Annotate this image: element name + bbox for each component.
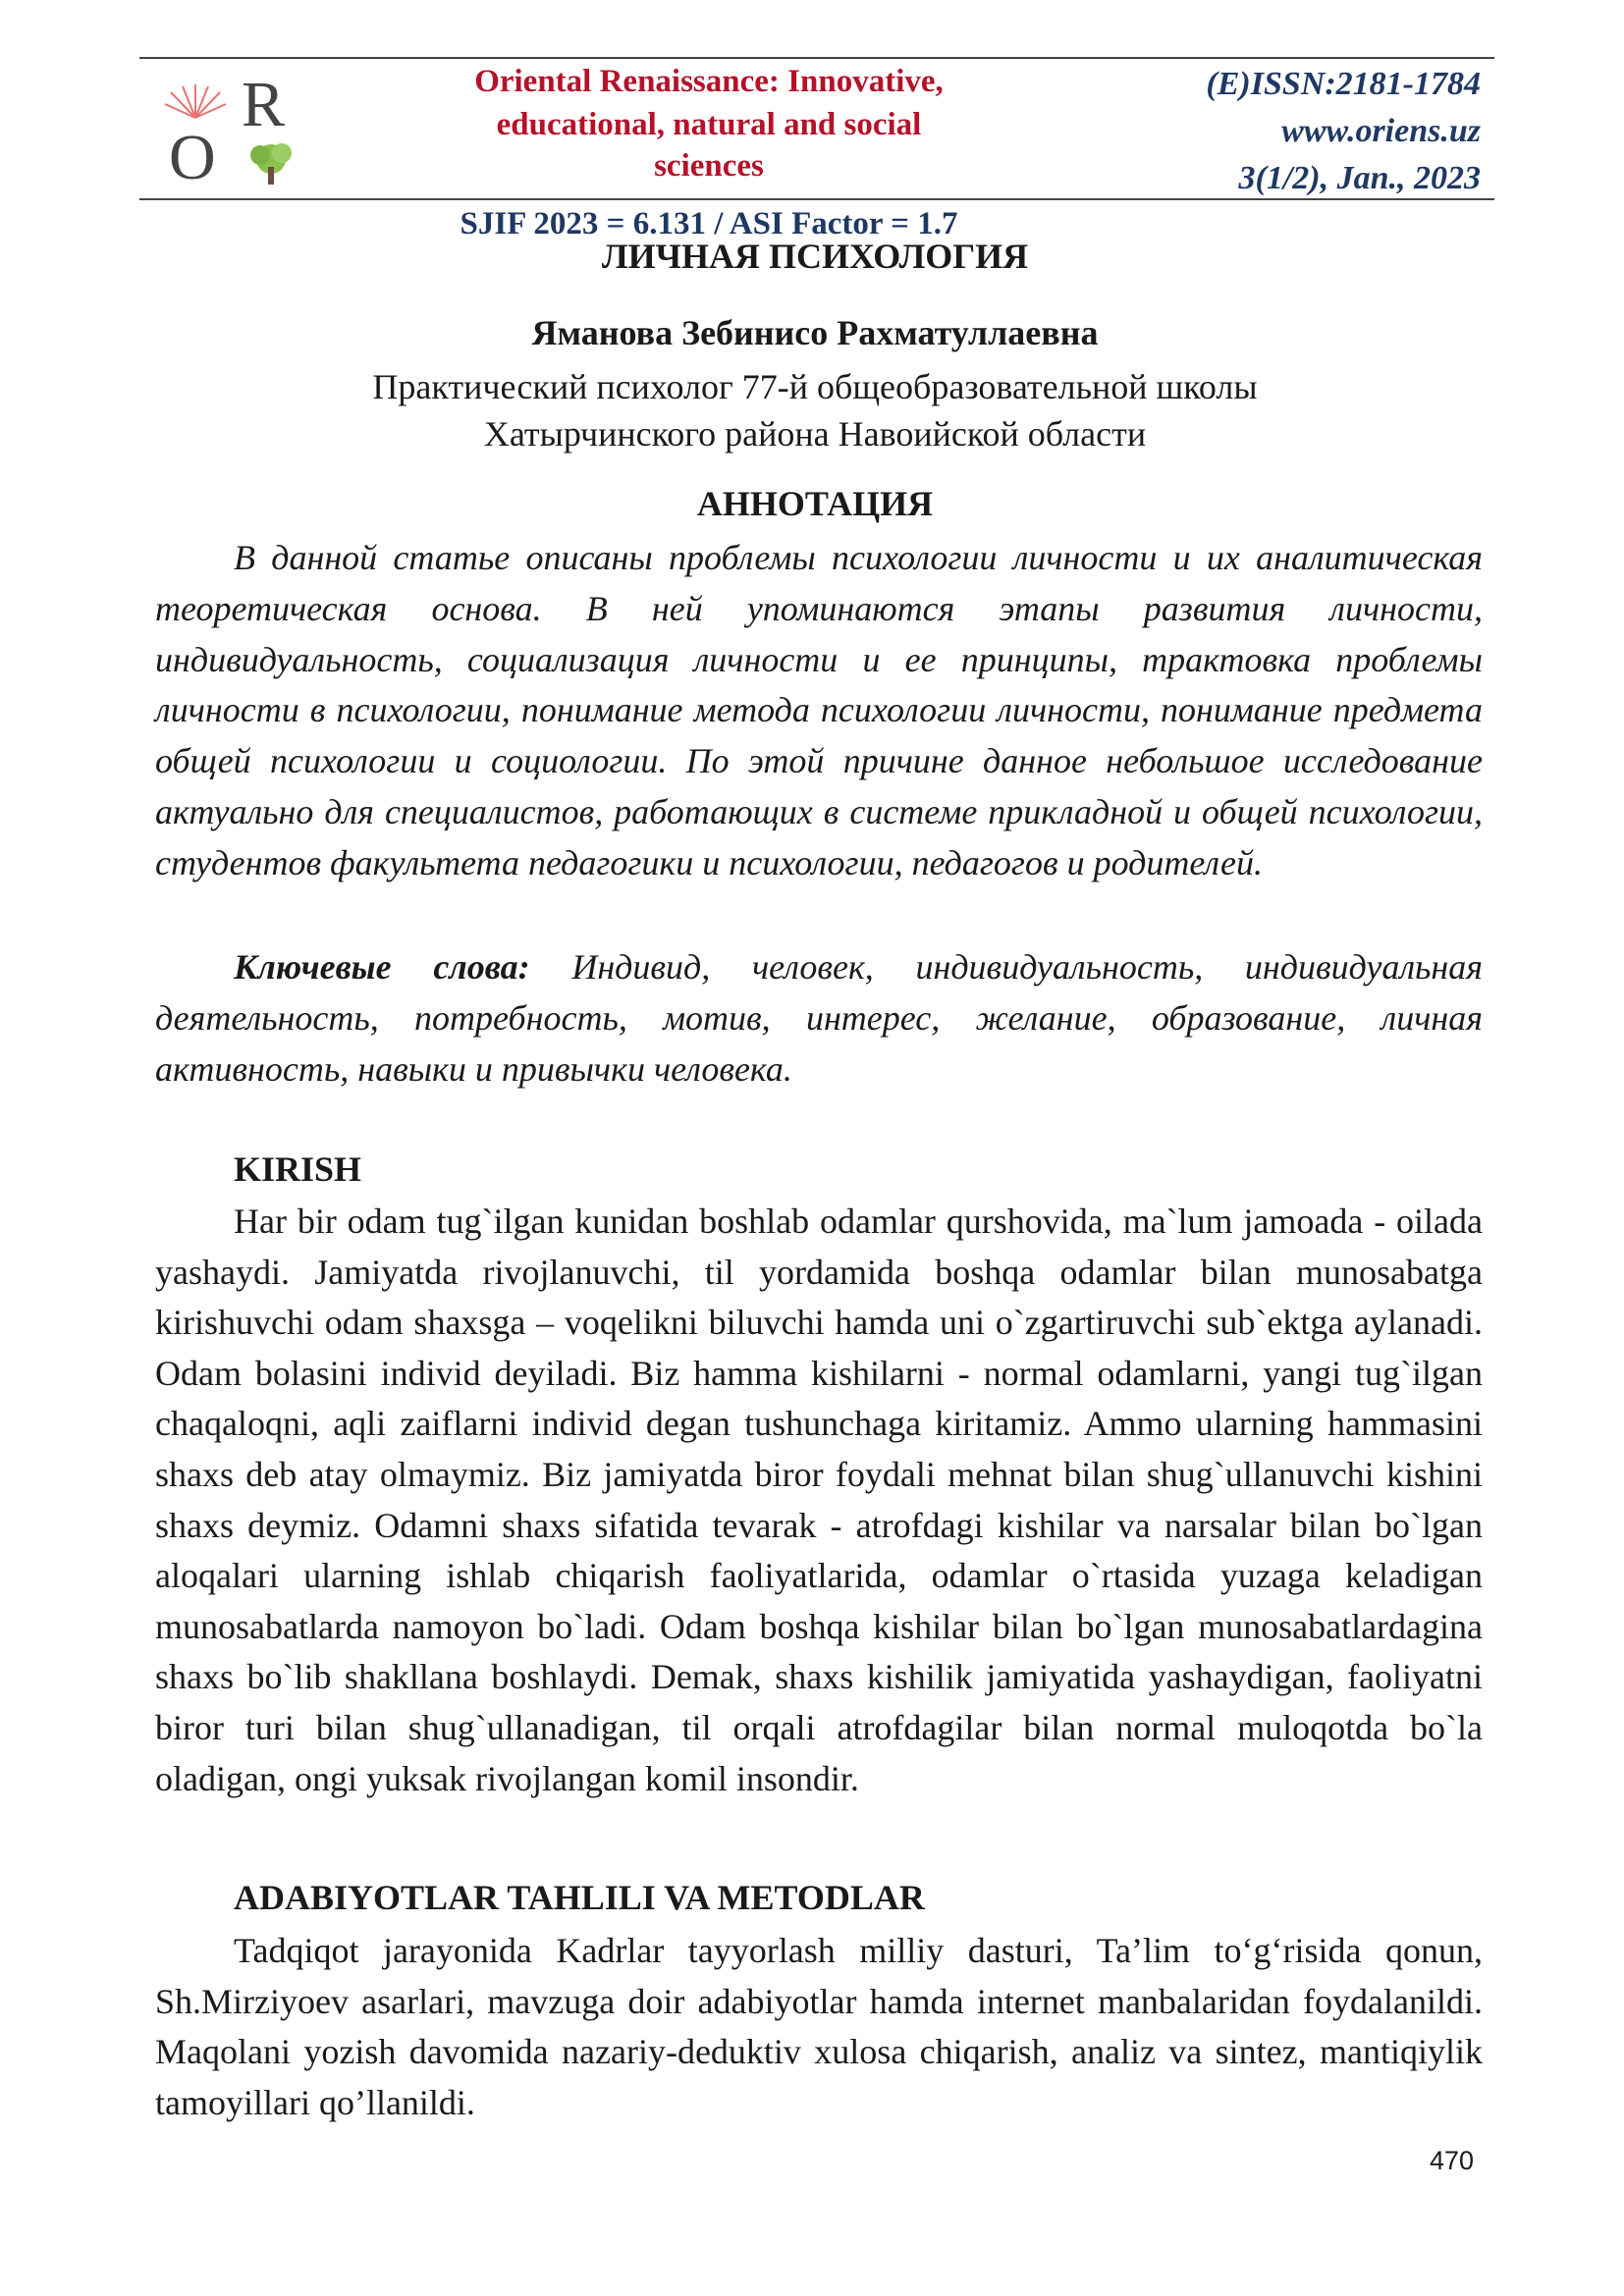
keywords-label: Ключевые слова: xyxy=(234,947,530,987)
article-title: ЛИЧНАЯ ПСИХОЛОГИЯ xyxy=(601,237,1029,276)
keywords xyxy=(155,942,1483,1095)
journal-name-line2: educational, natural and social sciences xyxy=(496,107,922,184)
journal-meta xyxy=(1206,61,1481,202)
author-name: Яманова Зебинисо Рахматуллаевна xyxy=(531,313,1099,352)
paragraph: Tadqiqot jarayonida Kadrlar tayyorlash milliy dasturi, Ta’lim to‘g‘risida qonun, Sh.Mirziyoev asarlari, mavzuga doir adabiyotlar hamda internet manbalaridan foydalanildi. Maqolani yozish davomida nazariy-deduktiv xulosa chiqarish, analiz va sintez, mantiqiylik tamoyillari qo’llanildi. xyxy=(155,1931,1483,2122)
impact-factor: SJIF 2023 = 6.131 / ASI Factor = 1.7 xyxy=(460,206,958,241)
journal-header xyxy=(139,57,1494,241)
issn: (E)ISSN:2181-1784 xyxy=(1206,66,1481,102)
keywords-text: Индивид, человек, индивидуальность, индивидуальная деятельность, потребность, мотив, интерес, желание, образование, личная активность, навыки и привычки человека. xyxy=(155,947,1484,1089)
abstract xyxy=(155,533,1483,889)
journal-title-block xyxy=(454,59,964,243)
website-link[interactable]: www.oriens.uz xyxy=(1281,113,1481,149)
logo-letter-r: R xyxy=(242,69,286,140)
author-affiliation xyxy=(147,363,1483,457)
abstract-text: В данной статье описаны проблемы психологии личности и их аналитическая теоретическая основа. В ней упоминаются этапы развития личности, индивидуальность, социализация личности и ее принципы, трактовка проблемы личности в психологии, понимание метода психологии личности, понимание предмета общей психологии и социологии. По этой причине данное небольшое исследование актуально для специалистов, работающих в системе прикладной и общей психологии, студентов факультета педагогики и психологии, педагогов и родителей. xyxy=(155,538,1483,882)
affiliation-line: Практический психолог 77-й общеобразовательной школы xyxy=(372,367,1258,406)
logo-letter-o-left: O xyxy=(169,122,216,193)
issue-info: 3(1/2), Jan., 2023 xyxy=(1238,160,1481,196)
section-methods xyxy=(155,1926,1483,2128)
page-number: 470 xyxy=(1430,2146,1475,2175)
paragraph: Har bir odam tug`ilgan kunidan boshlab odamlar qurshovida, ma`lum jamoada - oilada yashaydi. Jamiyatda rivojlanuvchi, til yordamida boshqa odamlar bilan munosabatga kirishuvchi odam shaxsga – voqelikni biluvchi hamda uni o`zgartiruvchi sub`ektga aylanadi. Odam bolasini individ deyiladi. Biz hamma kishilarni - normal odamlarni, yangi tug`ilgan chaqaloqni, aqli zaiflarni individ degan tushunchaga kiritamiz. Ammo ularning hammasini shaxs deb atay olmaymiz. Biz jamiyatda biror foydali mehnat bilan shug`ullanuvchi kishini shaxs deymiz. Odamni shaxs sifatida tevarak - atrofdagi kishilar va narsalar bilan bo`lgan aloqalari ularning ishlab chiqarish faoliyatlarida, odamlar o`rtasida yuzaga keladigan munosabatlarda namoyon bo`ladi. Odam boshqa kishilar bilan bo`lgan munosabatlardagina shaxs bo`lib shakllana boshlaydi. Demak, shaxs kishilik jamiyatida yashaydigan, faoliyatni biror turi bilan shug`ullanadigan, til orqali atrofdagilar bilan normal muloqotda bo`la oladigan, ongi yuksak rivojlangan komil insondir. xyxy=(155,1201,1483,1798)
annotation-heading: АННОТАЦИЯ xyxy=(696,484,934,523)
journal-logo xyxy=(161,69,308,193)
section-kirish xyxy=(155,1197,1483,1804)
affiliation-line: Хатырчинского района Навоийской области xyxy=(483,414,1147,454)
section-heading-kirish: KIRISH xyxy=(234,1149,362,1189)
section-heading-methods: ADABIYOTLAR TAHLILI VA METODLAR xyxy=(234,1878,925,1917)
journal-name-line1: Oriental Renaissance: Innovative, xyxy=(474,64,944,99)
